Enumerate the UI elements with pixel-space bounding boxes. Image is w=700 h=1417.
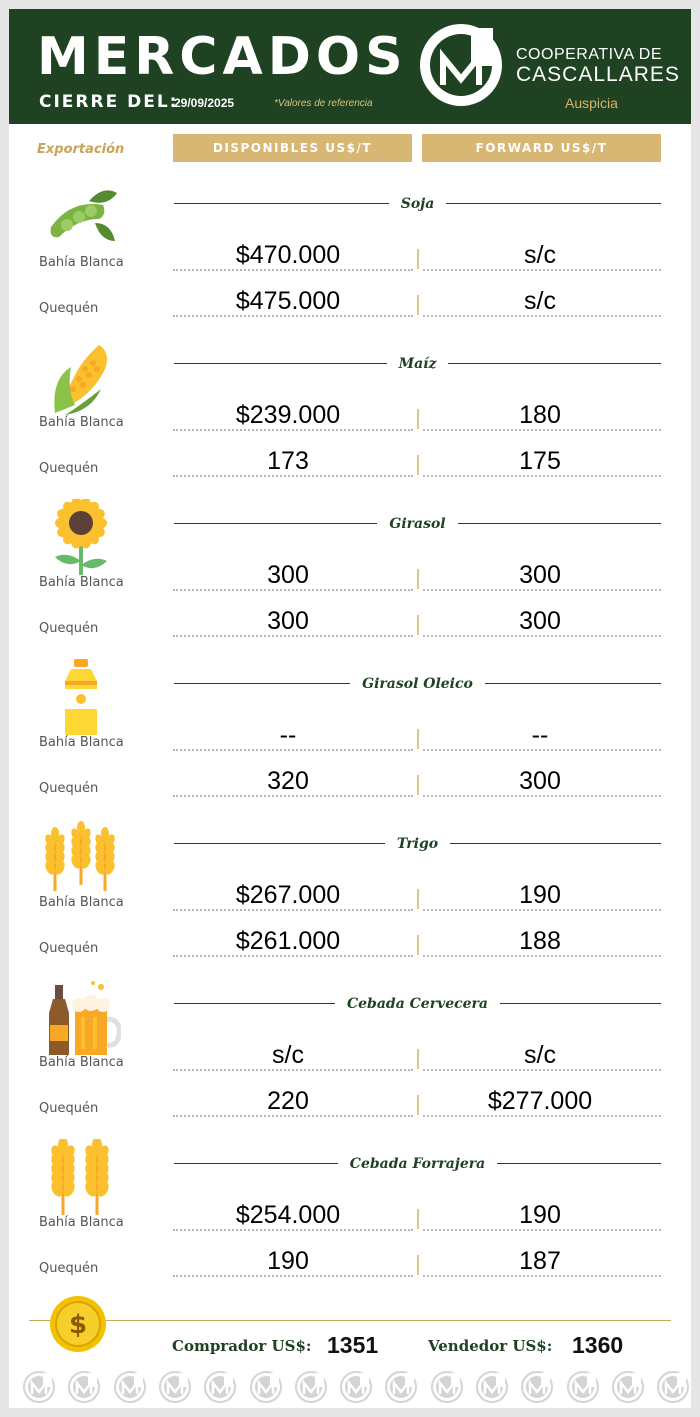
column-separator xyxy=(417,569,419,589)
crop-name-text: Soja xyxy=(389,196,447,212)
crop-name-text: Maíz xyxy=(387,356,449,372)
dotted-leader xyxy=(173,1229,413,1231)
row-location: Quequén xyxy=(39,621,99,636)
disponible-value: $475.000 xyxy=(235,287,341,315)
row-location: Bahía Blanca xyxy=(39,1215,124,1230)
barley-icon xyxy=(41,1139,121,1219)
vendedor-label: Vendedor US$: xyxy=(428,1337,553,1355)
dotted-leader xyxy=(173,269,413,271)
forward-value: 300 xyxy=(519,607,561,635)
column-separator xyxy=(417,775,419,795)
column-separator xyxy=(417,935,419,955)
forward-value: s/c xyxy=(524,1041,556,1069)
cierre-label: CIERRE DEL: xyxy=(39,92,179,112)
footer-divider xyxy=(29,1320,671,1321)
forward-value: 188 xyxy=(519,927,561,955)
dotted-leader xyxy=(423,589,661,591)
dotted-leader xyxy=(173,589,413,591)
oil-bottle-icon xyxy=(41,659,121,739)
auspicia-label: Auspicia xyxy=(565,95,618,111)
forward-value: 175 xyxy=(519,447,561,475)
forward-value: 187 xyxy=(519,1247,561,1275)
column-separator xyxy=(417,1095,419,1115)
disponible-value: 173 xyxy=(267,447,309,475)
disponible-value: 320 xyxy=(267,767,309,795)
disponible-value: 300 xyxy=(267,561,309,589)
cooperative-logo-icon xyxy=(68,1371,100,1403)
crop-name-text: Cebada Forrajera xyxy=(338,1156,497,1172)
disponible-value: 220 xyxy=(267,1087,309,1115)
column-separator xyxy=(417,455,419,475)
row-location: Bahía Blanca xyxy=(39,1055,124,1070)
cooperative-logo-icon xyxy=(431,1371,463,1403)
row-location: Bahía Blanca xyxy=(39,895,124,910)
column-separator xyxy=(417,615,419,635)
corn-icon xyxy=(41,339,121,419)
dotted-leader xyxy=(423,909,661,911)
column-separator xyxy=(417,295,419,315)
disponible-value: s/c xyxy=(272,1041,304,1069)
forward-value: 190 xyxy=(519,1201,561,1229)
export-label: Exportación xyxy=(37,142,125,157)
dotted-leader xyxy=(173,429,413,431)
forward-value: 190 xyxy=(519,881,561,909)
disponible-value: 190 xyxy=(267,1247,309,1275)
row-location: Quequén xyxy=(39,301,99,316)
dotted-leader xyxy=(423,795,661,797)
dotted-leader xyxy=(423,955,661,957)
market-card xyxy=(9,9,691,1408)
row-location: Bahía Blanca xyxy=(39,575,124,590)
crop-name xyxy=(174,195,661,213)
dotted-leader xyxy=(423,1229,661,1231)
forward-value: $277.000 xyxy=(487,1087,593,1115)
dollar-coin-icon xyxy=(49,1295,107,1353)
comprador-label: Comprador US$: xyxy=(172,1337,312,1355)
soybean-icon xyxy=(41,179,121,259)
dotted-leader xyxy=(173,795,413,797)
dotted-leader xyxy=(423,749,661,751)
cooperative-logo-icon xyxy=(419,23,503,107)
row-location: Quequén xyxy=(39,781,99,796)
dotted-leader xyxy=(173,635,413,637)
disponible-value: -- xyxy=(279,721,297,749)
crop-name xyxy=(174,675,661,693)
dotted-leader xyxy=(423,429,661,431)
forward-value: -- xyxy=(531,721,549,749)
crop-section xyxy=(9,659,691,819)
column-separator xyxy=(417,1255,419,1275)
dotted-leader xyxy=(423,1115,661,1117)
dotted-leader xyxy=(173,315,413,317)
cooperative-logo-icon xyxy=(23,1371,55,1403)
row-location: Quequén xyxy=(39,461,99,476)
column-separator xyxy=(417,1049,419,1069)
crop-section xyxy=(9,499,691,659)
sunflower-icon xyxy=(41,499,121,579)
beer-icon xyxy=(41,979,121,1059)
disponible-value: $254.000 xyxy=(235,1201,341,1229)
cooperative-logo-icon xyxy=(657,1371,689,1403)
crop-name-text: Girasol xyxy=(377,516,457,532)
coop-name-line1: COOPERATIVA DE xyxy=(516,46,662,63)
cooperative-logo-icon xyxy=(114,1371,146,1403)
dotted-leader xyxy=(173,1275,413,1277)
dotted-leader xyxy=(173,1069,413,1071)
forward-value: 300 xyxy=(519,767,561,795)
row-location: Quequén xyxy=(39,1261,99,1276)
crop-name-text: Cebada Cervecera xyxy=(335,996,500,1012)
dotted-leader xyxy=(173,1115,413,1117)
col-header-disponibles: DISPONIBLES US$/T xyxy=(173,134,412,162)
cooperative-logo-icon xyxy=(476,1371,508,1403)
row-location: Quequén xyxy=(39,1101,99,1116)
header xyxy=(9,9,691,124)
crop-section xyxy=(9,1139,691,1299)
column-separator xyxy=(417,249,419,269)
dotted-leader xyxy=(423,1069,661,1071)
bottom-logo-strip xyxy=(17,1371,687,1405)
wheat-icon xyxy=(41,819,121,899)
cooperative-logo-icon xyxy=(159,1371,191,1403)
dotted-leader xyxy=(423,315,661,317)
dotted-leader xyxy=(173,475,413,477)
crop-name-text: Girasol Oleico xyxy=(350,676,485,692)
row-location: Quequén xyxy=(39,941,99,956)
row-location: Bahía Blanca xyxy=(39,255,124,270)
column-separator xyxy=(417,409,419,429)
dotted-leader xyxy=(173,955,413,957)
row-location: Bahía Blanca xyxy=(39,735,124,750)
forward-value: s/c xyxy=(524,241,556,269)
disponible-value: 300 xyxy=(267,607,309,635)
crop-name xyxy=(174,995,661,1013)
cooperative-logo-icon xyxy=(521,1371,553,1403)
crop-name xyxy=(174,1155,661,1173)
row-location: Bahía Blanca xyxy=(39,415,124,430)
crop-section xyxy=(9,819,691,979)
disponible-value: $267.000 xyxy=(235,881,341,909)
comprador-value: 1351 xyxy=(327,1332,379,1358)
cooperative-logo-icon xyxy=(295,1371,327,1403)
crop-section xyxy=(9,979,691,1139)
cooperative-logo-icon xyxy=(204,1371,236,1403)
forward-value: 300 xyxy=(519,561,561,589)
col-header-forward: FORWARD US$/T xyxy=(422,134,661,162)
dotted-leader xyxy=(173,749,413,751)
dotted-leader xyxy=(423,269,661,271)
reference-note: *Valores de referencia xyxy=(274,98,373,109)
crop-section xyxy=(9,179,691,339)
cooperative-logo-icon xyxy=(612,1371,644,1403)
coop-name-line2: CASCALLARES xyxy=(516,63,680,86)
crop-name xyxy=(174,835,661,853)
crop-name xyxy=(174,355,661,373)
disponible-value: $261.000 xyxy=(235,927,341,955)
crop-name-text: Trigo xyxy=(385,836,450,852)
column-separator xyxy=(417,889,419,909)
page-title: MERCADOS xyxy=(37,27,408,87)
disponible-value: $239.000 xyxy=(235,401,341,429)
forward-value: s/c xyxy=(524,287,556,315)
cooperative-logo-icon xyxy=(385,1371,417,1403)
column-separator xyxy=(417,729,419,749)
cooperative-logo-icon xyxy=(340,1371,372,1403)
dotted-leader xyxy=(423,635,661,637)
vendedor-value: 1360 xyxy=(572,1332,624,1358)
dotted-leader xyxy=(173,909,413,911)
forward-value: 180 xyxy=(519,401,561,429)
dotted-leader xyxy=(423,1275,661,1277)
close-date: 29/09/2025 xyxy=(174,96,235,110)
crop-section xyxy=(9,339,691,499)
cooperative-logo-icon xyxy=(250,1371,282,1403)
svg-text:$: $ xyxy=(68,1310,88,1340)
disponible-value: $470.000 xyxy=(235,241,341,269)
dotted-leader xyxy=(423,475,661,477)
column-separator xyxy=(417,1209,419,1229)
crop-name xyxy=(174,515,661,533)
cooperative-logo-icon xyxy=(567,1371,599,1403)
